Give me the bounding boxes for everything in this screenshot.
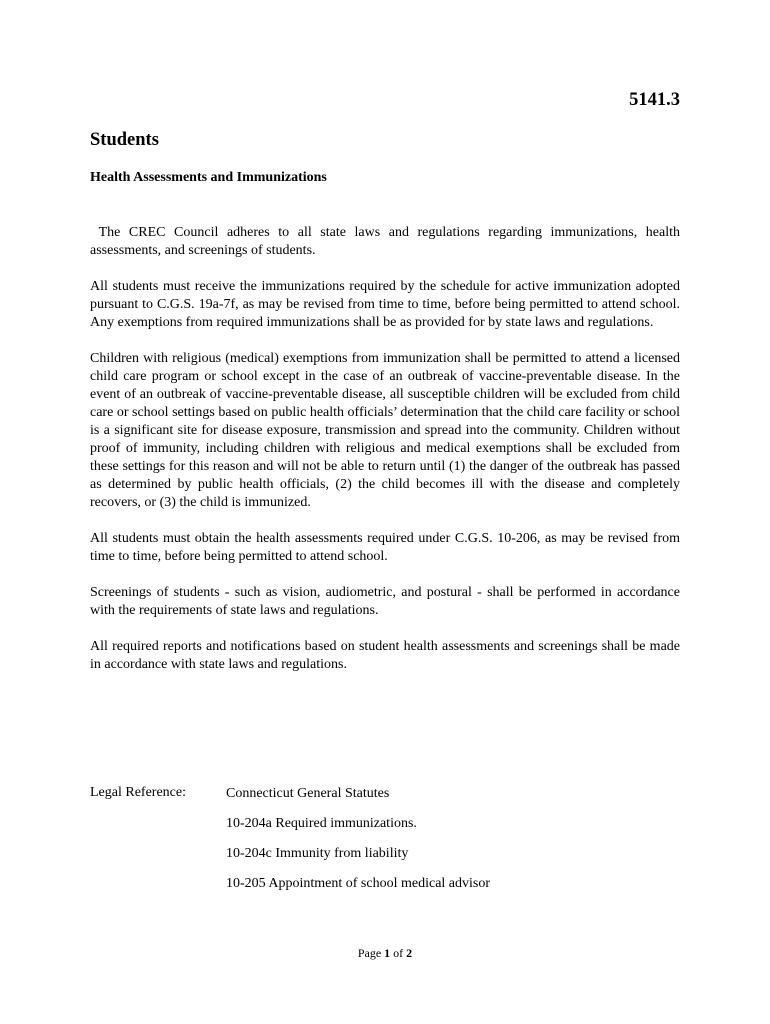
legal-reference-label: Legal Reference: — [90, 785, 186, 800]
document-subtitle: Health Assessments and Immunizations — [90, 170, 327, 185]
legal-reference-list — [226, 785, 490, 905]
paragraph-health-assessments: All students must obtain the health assessments required under C.G.S. 10-206, as may be revised from time to time, before being permitted to attend school. — [90, 531, 680, 564]
total-page-number: 2 — [406, 946, 413, 960]
page-word: Page — [357, 946, 382, 960]
paragraph-exemptions: Children with religious (medical) exemptions from immunization shall be permitted to attend a licensed child care program or school except in the case of an outbreak of vaccine-preventable disease. In the event of an outbreak of vaccine-preventable disease, all susceptible children will be excluded from child care or school settings based on public health officials’ determination that the child care facility or school is a significant site for disease exposure, transmission and spread into the community. Children without proof of immunity, including children with religious and medical exemptions shall be excluded from these settings for this reason and will not be able to return until (1) the danger of the outbreak has passed as determined by public health officials, (2) the child becomes ill with the disease and completely recovers, or (3) the child is immunized. — [90, 351, 680, 510]
legal-reference-item: 10-204c Immunity from liability — [226, 846, 409, 861]
section-title: Students — [90, 130, 159, 150]
paragraph-immunizations: All students must receive the immunizations required by the schedule for active immunization adopted pursuant to C.G.S. 19a-7f, as may be revised from time to time, before being permitted to attend school. Any exemptions from required immunizations shall be as provided for by state laws and regulations. — [90, 279, 680, 330]
page-number-footer — [0, 946, 770, 961]
policy-body — [90, 224, 684, 692]
legal-reference-item: Connecticut General Statutes — [226, 786, 390, 801]
paragraph-intro: The CREC Council adheres to all state laws and regulations regarding immunizations, health assessments, and screenings of students. — [90, 225, 684, 258]
paragraph-screenings: Screenings of students - such as vision, audiometric, and postural - shall be performed in accordance with the requirements of state laws and regulations. — [90, 585, 680, 618]
current-page-number: 1 — [384, 946, 391, 960]
of-word: of — [393, 946, 404, 960]
legal-reference-item: 10-204a Required immunizations. — [226, 816, 417, 831]
paragraph-reports: All required reports and notifications based on student health assessments and screenings shall be made in accordance with state laws and regulations. — [90, 639, 680, 672]
policy-number: 5141.3 — [629, 90, 680, 110]
legal-reference-item: 10-205 Appointment of school medical advisor — [226, 876, 491, 891]
